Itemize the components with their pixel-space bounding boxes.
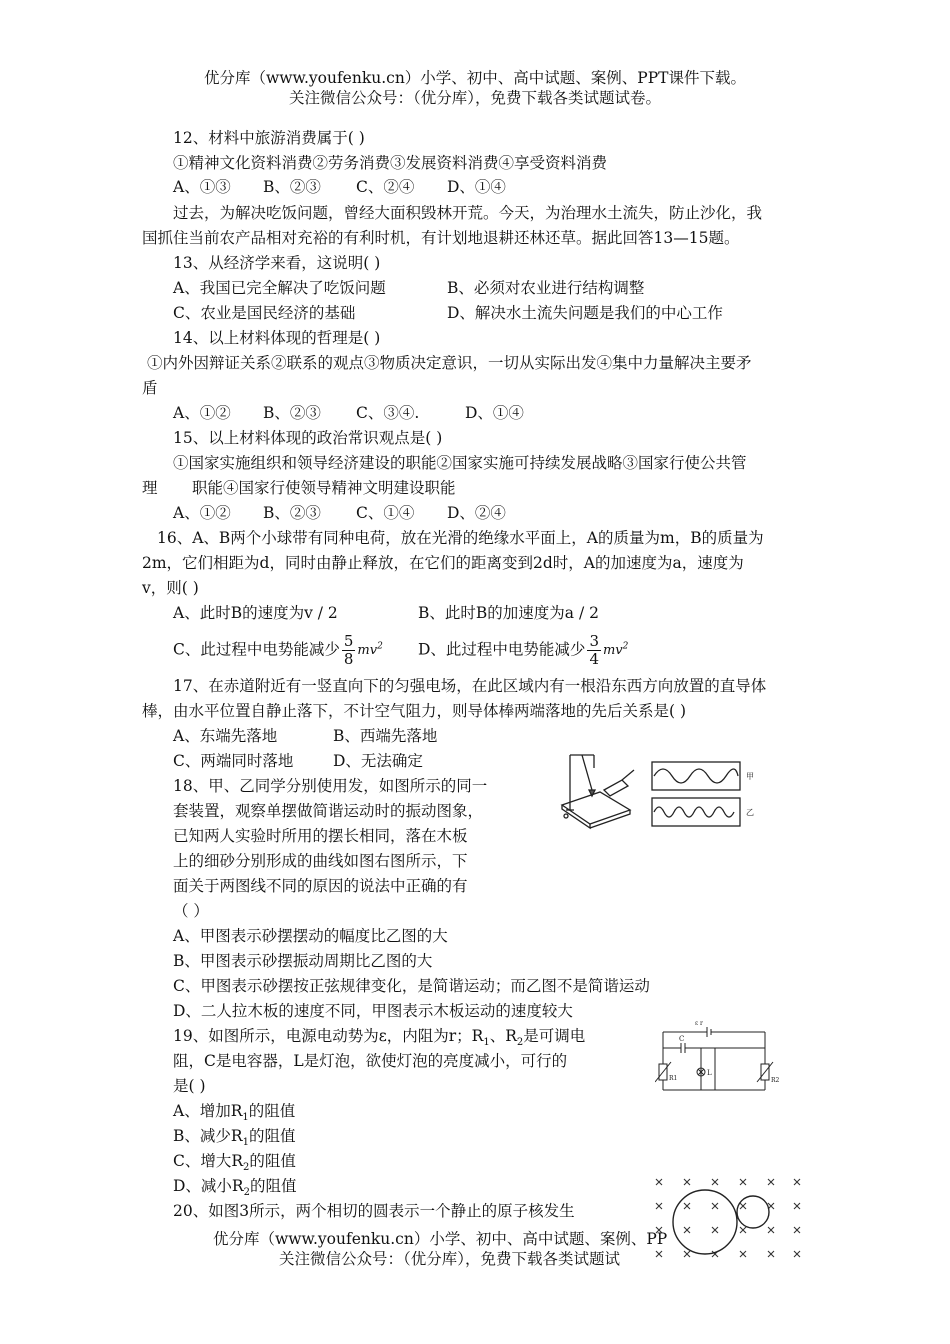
q19-line-2: 阻，C是电容器，L是灯泡，欲使灯泡的亮度减小，可行的 — [173, 1052, 568, 1070]
q16-option-c-fraction — [342, 633, 356, 668]
fraction-denominator: 8 — [343, 649, 354, 668]
q12-stem: 12、材料中旅游消费属于( ) — [173, 129, 365, 147]
fraction-numerator: 5 — [343, 631, 354, 650]
q14-option-d: D、①④ — [465, 404, 524, 422]
fig-label-r2: R2 — [771, 1077, 780, 1084]
q17-line-2: 棒，由水平位置自静止落下，不计空气阻力，则导体棒两端落地的先后关系是( ) — [142, 702, 687, 720]
q18-line-2: 套装置，观察单摆做简谐运动时的振动图象， — [173, 802, 484, 820]
q15-stem: 15、以上材料体现的政治常识观点是( ) — [173, 429, 443, 447]
q18-option-a: A、甲图表示砂摆摆动的幅度比乙图的大 — [173, 927, 448, 945]
q18-line-6: （ ） — [173, 902, 209, 920]
q18-option-d: D、二人拉木板的速度不同，甲图表示木板运动的速度较大 — [173, 1002, 573, 1020]
fraction-numerator: 3 — [589, 631, 599, 650]
material-line-1: 过去，为解决吃饭问题，曾经大面积毁林开荒。今天，为治理水土流失，防止沙化，我 — [173, 204, 763, 222]
q19-option-c: C、增大$R_2$的阻值 — [173, 1152, 296, 1174]
q16-option-c-text: C、此过程中电势能减少 — [173, 640, 340, 659]
fraction-denominator: 4 — [589, 649, 599, 668]
q15-items-2b: 职能④国家行使领导精神文明建设职能 — [192, 479, 456, 497]
q16-option-a: A、此时B的速度为v / 2 — [173, 604, 338, 622]
q13-option-c: C、农业是国民经济的基础 — [173, 304, 356, 322]
q14-option-c: C、③④. — [356, 404, 420, 422]
fig-label-l: L — [707, 1069, 712, 1077]
large-circle — [673, 1190, 737, 1254]
fig-label-jia: 甲 — [746, 772, 754, 781]
q15-option-d: D、②④ — [447, 504, 506, 522]
q17-option-c: C、两端同时落地 — [173, 752, 294, 770]
q18-option-b: B、甲图表示砂摆振动周期比乙图的大 — [173, 952, 433, 970]
footer-line-1: 优分库（www.youfenku.cn）小学、初中、高中试题、案例、PP — [213, 1230, 668, 1248]
q19-option-a: A、增加$R_1$的阻值 — [173, 1102, 296, 1124]
q15-option-c: C、①④ — [356, 504, 415, 522]
fig-label-er: ε r — [695, 1020, 703, 1027]
q16-option-d — [418, 628, 628, 670]
q17-option-d: D、无法确定 — [333, 752, 423, 770]
trace-jia — [654, 769, 738, 783]
q16-option-c-mv: $mv^2$ — [357, 642, 383, 659]
q15-items-1: ①国家实施组织和领导经济建设的职能②国家实施可持续发展战略③国家行使公共管 — [173, 454, 747, 472]
q18-pendulum-figure — [560, 750, 770, 830]
q17-option-b: B、西端先落地 — [333, 727, 438, 745]
q15-option-a: A、①② — [173, 504, 231, 522]
q13-option-b: B、必须对农业进行结构调整 — [447, 279, 645, 297]
q15-option-b: B、②③ — [263, 504, 321, 522]
q12-option-a: A、①③ — [173, 178, 231, 196]
fig-label-c: C — [679, 1035, 685, 1043]
q16-option-c — [173, 628, 383, 670]
q16-option-d-fraction — [587, 633, 601, 668]
q14-option-a: A、①② — [173, 404, 231, 422]
material-line-2: 国抓住当前农产品相对充裕的有利时机，有计划地退耕还林还草。据此回答13—15题。 — [142, 229, 740, 247]
q16-option-b: B、此时B的加速度为a / 2 — [418, 604, 599, 622]
q12-items: ①精神文化资料消费②劳务消费③发展资料消费④享受资料消费 — [173, 154, 608, 172]
q14-items-1: ①内外因辩证关系②联系的观点③物质决定意识，一切从实际出发④集中力量解决主要矛 — [147, 354, 752, 372]
q19-option-d: D、减小$R_2$的阻值 — [173, 1177, 297, 1199]
small-circle — [737, 1196, 769, 1228]
q18-line-4: 上的细砂分别形成的曲线如图右图所示，下 — [173, 852, 468, 870]
q13-option-d: D、解决水土流失问题是我们的中心工作 — [447, 304, 723, 322]
header-line-2: 关注微信公众号：（优分库），免费下载各类试题试卷。 — [288, 89, 661, 107]
q17-option-a: A、东端先落地 — [173, 727, 278, 745]
fig-label-yi: 乙 — [746, 808, 754, 817]
q19-line-1: 19、如图所示，电源电动势为ε，内阻为r；$R_1$、$R_2$是可调电 — [173, 1027, 586, 1049]
trace-yi — [654, 807, 734, 817]
q16-option-d-mv: $mv^2$ — [602, 642, 629, 659]
q12-option-b: B、②③ — [263, 178, 321, 196]
header-line-1: 优分库（www.youfenku.cn）小学、初中、高中试题、案例、PPT课件下载。 — [203, 69, 747, 87]
q14-option-b: B、②③ — [263, 404, 321, 422]
q12-option-c: C、②④ — [356, 178, 415, 196]
q19-circuit-figure — [655, 1018, 785, 1098]
q16-line-2: 2m，它们相距为d，同时由静止释放，在它们的距离变到2d时，A的加速度为a，速度为 — [142, 554, 744, 572]
q14-items-2: 盾 — [142, 379, 158, 397]
q18-line-1: 18、甲、乙同学分别使用发，如图所示的同一 — [173, 777, 488, 795]
q20-field-figure — [645, 1172, 810, 1267]
fig-label-r1: R1 — [669, 1075, 678, 1082]
q16-line-3: v，则( ) — [142, 579, 199, 597]
q19-option-b: B、减少$R_1$的阻值 — [173, 1127, 296, 1149]
q16-option-d-text: D、此过程中电势能减少 — [418, 640, 586, 659]
q13-option-a: A、我国已完全解决了吃饭问题 — [173, 279, 386, 297]
q16-line-1: 16、A、B两个小球带有同种电荷，放在光滑的绝缘水平面上，A的质量为m，B的质量为 — [157, 529, 764, 547]
q18-line-5: 面关于两图线不同的原因的说法中正确的有 — [173, 877, 468, 895]
q20-line-1: 20、如图3所示，两个相切的圆表示一个静止的原子核发生 — [173, 1202, 575, 1220]
q18-option-c: C、甲图表示砂摆按正弦规律变化，是简谐运动；而乙图不是简谐运动 — [173, 977, 650, 995]
footer-line-2: 关注微信公众号：（优分库），免费下载各类试题试 — [279, 1250, 621, 1268]
q17-line-1: 17、在赤道附近有一竖直向下的匀强电场，在此区域内有一根沿东西方向放置的直导体 — [173, 677, 767, 695]
q13-stem: 13、从经济学来看，这说明( ) — [173, 254, 381, 272]
q19-line-3: 是( ) — [173, 1077, 206, 1095]
q15-items-2a: 理 — [142, 479, 158, 497]
q14-stem: 14、以上材料体现的哲理是( ) — [173, 329, 381, 347]
q18-line-3: 已知两人实验时所用的摆长相同，落在木板 — [173, 827, 468, 845]
q12-option-d: D、①④ — [447, 178, 506, 196]
